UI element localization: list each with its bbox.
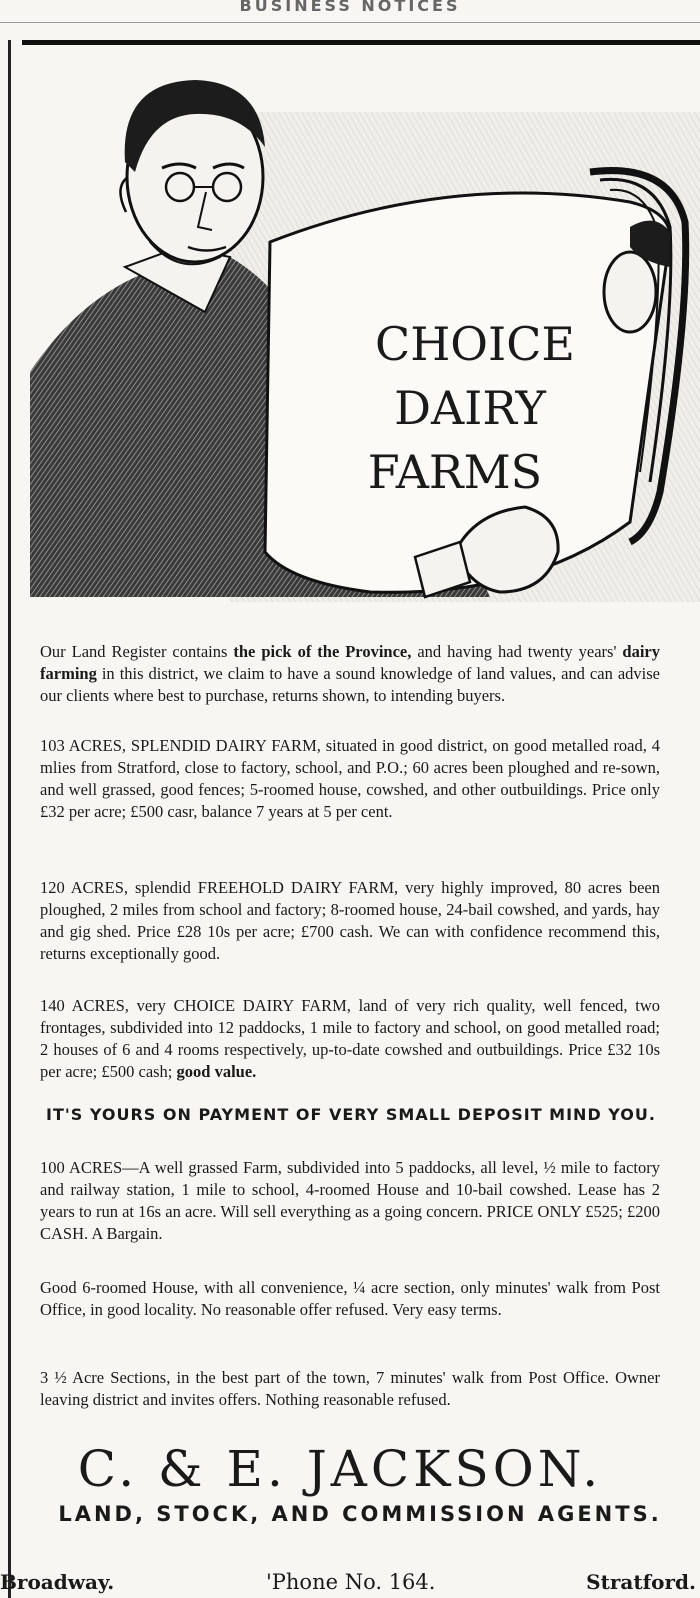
listing-103-acres: 103 ACRES, SPLENDID DAIRY FARM, situated in good district, on good metalled road, 4 mlies from Stratford, close to factory, school, and P.O.; 60 acres been ploughed and re-sown, and well grassed, good fences; 5-roomed house, cowshed, and other outbuildings. Price only £32 per acre; £500 casr, balance 7 years at 5 per cent. — [40, 735, 660, 821]
scroll-line-1: CHOICE — [375, 317, 575, 371]
scroll-line-3: FARMS — [367, 445, 543, 499]
page-header — [0, 0, 700, 23]
footer-town: Stratford. — [586, 1570, 696, 1594]
advert-illustration — [30, 52, 700, 612]
deposit-banner: IT'S YOURS ON PAYMENT OF VERY SMALL DEPOSIT MIND YOU. — [46, 1105, 656, 1124]
firm-tagline: LAND, STOCK, AND COMMISSION AGENTS. — [58, 1502, 662, 1526]
scroll-line-2: DAIRY — [394, 381, 546, 435]
intro-paragraph: Our Land Register contains the pick of the Province, and having had twenty years' dairy farming in this district, we claim to have a sound knowledge of land values, and can advise our clients where best to purchase, returns shown, to intending buyers. — [40, 641, 660, 705]
left-rule — [8, 40, 11, 1598]
listing-140-acres: 140 ACRES, very CHOICE DAIRY FARM, land of very rich quality, well fenced, two frontages, subdivided into 12 paddocks, 1 mile to factory and school, on good metalled road; 2 houses of 6 and 4 rooms respectively, up-to-date cowshed and outbuildings. Price £32 10s per acre; £500 cash; good value. — [40, 995, 660, 1081]
listing-120-acres: 120 ACRES, splendid FREEHOLD DAIRY FARM, very highly improved, 80 acres been ploughed, 2 miles from school and factory; 8-roomed house, 24-bail cowshed, and yards, hay and gig shed. Price £28 10s per acre; £700 cash. We can with confidence recommend this, returns exceptionally good. — [40, 877, 660, 963]
footer-address: Broadway. — [0, 1570, 115, 1594]
listing-house: Good 6-roomed House, with all convenience, ¼ acre section, only minutes' walk from Post Office, in good locality. No reasonable offer refused. Very easy terms. — [40, 1277, 660, 1319]
listing-sections: 3 ½ Acre Sections, in the best part of the town, 7 minutes' walk from Post Office. Owner leaving district and invites offers. Nothing reasonable refused. — [40, 1367, 660, 1409]
footer-phone: 'Phone No. 164. — [266, 1570, 436, 1594]
section-title: BUSINESS NOTICES — [239, 0, 461, 15]
scroll-headline — [330, 312, 620, 504]
listing-100-acres: 100 ACRES—A well grassed Farm, subdivided into 5 paddocks, all level, ½ mile to factory and railway station, 1 mile to school, 4-roomed House and 10-bail cowshed. Lease has 2 years to run at 16s an acre. Will sell everything as a going concern. PRICE ONLY £525; £200 CASH. A Bargain. — [40, 1157, 660, 1243]
top-rule — [22, 40, 700, 45]
firm-name: C. & E. JACKSON. — [77, 1440, 603, 1498]
